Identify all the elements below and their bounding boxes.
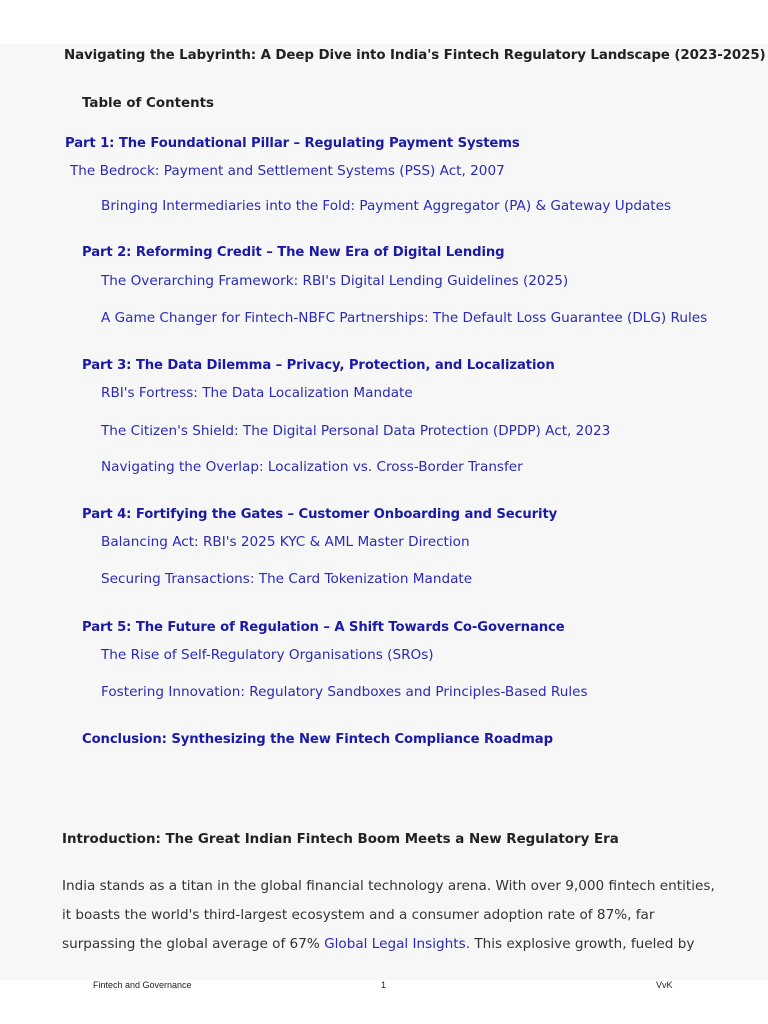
toc-item-sandboxes-link[interactable]: Fostering Innovation: Regulatory Sandboxes and Principles-Based Rules: [101, 684, 588, 700]
footer-right-text: VvK: [656, 980, 673, 990]
toc-item-card-tokenization-link[interactable]: Securing Transactions: The Card Tokenization Mandate: [101, 571, 473, 587]
intro-paragraph-line-3: [62, 936, 694, 952]
page-footer: [0, 980, 768, 1024]
toc-item-sros-link[interactable]: The Rise of Self-Regulatory Organisations (SROs): [101, 647, 434, 663]
document-page: [0, 44, 768, 980]
toc-part-3-link[interactable]: Part 3: The Data Dilemma – Privacy, Protection, and Localization: [82, 358, 555, 373]
toc-part-2-link[interactable]: Part 2: Reforming Credit – The New Era of Digital Lending: [82, 245, 505, 260]
intro-text-segment: surpassing the global average of 67%: [62, 936, 325, 952]
introduction-heading: Introduction: The Great Indian Fintech Boom Meets a New Regulatory Era: [62, 832, 619, 847]
document-title: Navigating the Labyrinth: A Deep Dive into India's Fintech Regulatory Landscape (2023-2025): [64, 48, 766, 63]
toc-conclusion-link[interactable]: Conclusion: Synthesizing the New Fintech Compliance Roadmap: [82, 732, 553, 747]
toc-item-dlg-rules-link[interactable]: A Game Changer for Fintech-NBFC Partnerships: The Default Loss Guarantee (DLG) Rules: [101, 310, 708, 326]
toc-part-1-link[interactable]: Part 1: The Foundational Pillar – Regulating Payment Systems: [65, 136, 520, 151]
top-margin: [0, 0, 768, 44]
toc-item-kyc-aml-link[interactable]: Balancing Act: RBI's 2025 KYC & AML Master Direction: [101, 534, 470, 550]
footer-left-text: Fintech and Governance: [93, 980, 192, 990]
intro-text-segment: . This explosive growth, fueled by: [465, 936, 695, 952]
toc-heading: Table of Contents: [82, 96, 214, 111]
toc-item-payment-aggregator-link[interactable]: Bringing Intermediaries into the Fold: Payment Aggregator (PA) & Gateway Updates: [101, 198, 672, 214]
toc-item-pss-act-link[interactable]: The Bedrock: Payment and Settlement Systems (PSS) Act, 2007: [70, 163, 505, 179]
toc-item-cross-border-link[interactable]: Navigating the Overlap: Localization vs. Cross-Border Transfer: [101, 459, 523, 475]
global-legal-insights-link[interactable]: Global Legal Insights: [324, 936, 466, 952]
footer-page-number: 1: [381, 980, 387, 990]
toc-part-5-link[interactable]: Part 5: The Future of Regulation – A Shift Towards Co-Governance: [82, 620, 565, 635]
toc-item-data-localization-link[interactable]: RBI's Fortress: The Data Localization Mandate: [101, 385, 413, 401]
intro-paragraph-line-2: it boasts the world's third-largest ecosystem and a consumer adoption rate of 87%, far: [62, 907, 655, 923]
toc-item-dpdp-act-link[interactable]: The Citizen's Shield: The Digital Personal Data Protection (DPDP) Act, 2023: [101, 423, 611, 439]
toc-part-4-link[interactable]: Part 4: Fortifying the Gates – Customer Onboarding and Security: [82, 507, 558, 522]
toc-item-digital-lending-link[interactable]: The Overarching Framework: RBI's Digital Lending Guidelines (2025): [101, 273, 569, 289]
intro-paragraph-line-1: India stands as a titan in the global financial technology arena. With over 9,000 fintech entities,: [62, 878, 715, 894]
